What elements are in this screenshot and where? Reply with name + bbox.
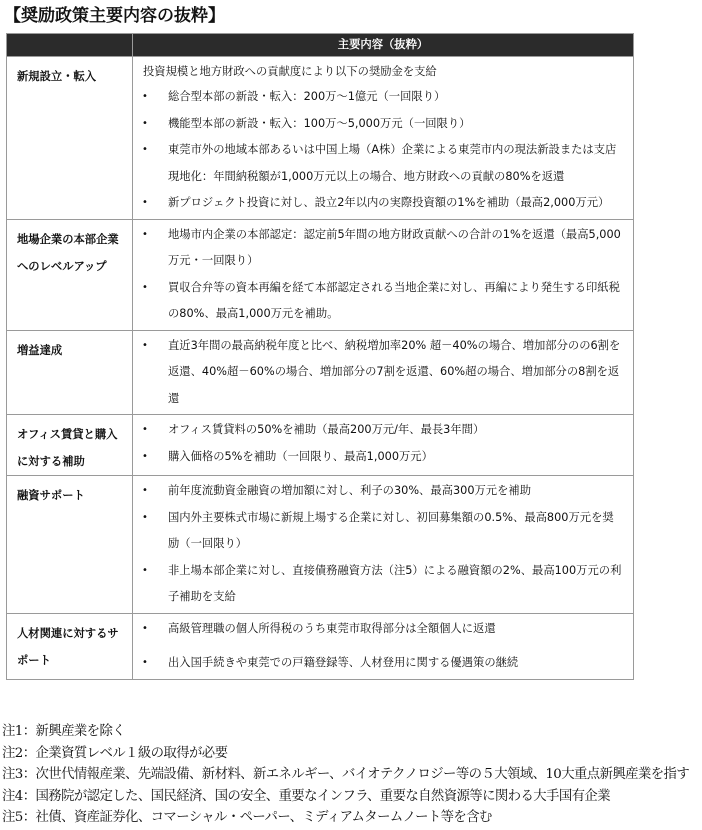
list-item-text: 東莞市外の地域本部あるいは中国上場（A株）企業による東莞市内の現法新設または支店現地化：年間納税額が1,000万元以上の場合、地方財政への貢献の80%を返還 — [168, 143, 617, 183]
list-item — [141, 444, 623, 471]
category-cell: 新規設立・転入 — [7, 57, 133, 220]
list-item-text: 国内外主要株式市場に新規上場する企業に対し、初回募集額の0.5%、最高800万元を奨励（一回限り） — [168, 510, 614, 550]
table-row — [7, 330, 634, 415]
list-item-text: 直近3年間の最高納税年度と比べ、納税増加率20% 超－40%の場合、増加部分のの6割を返還、40%超－60%の場合、増加部分の7割を返還、60%超の場合、増加部分の8割を返還 — [168, 338, 621, 405]
bullet-icon: • — [142, 197, 148, 208]
list-item-text: 前年度流動資金融資の増加額に対し、利子の30%、最高300万元を補助 — [168, 484, 531, 497]
list-item — [141, 478, 623, 505]
bullet-icon: • — [142, 281, 148, 293]
footnotes — [2, 721, 702, 829]
list-item — [141, 275, 623, 328]
bullet-icon: • — [142, 564, 148, 576]
list-item-text: 購入価格の5%を補助（一回限り、最高1,000万元） — [168, 449, 433, 463]
footnote: 注3：次世代情報産業、先端設備、新材料、新エネルギー、バイオテクノロジー等の５大領域、10大重点新興産業を指す — [2, 767, 690, 783]
page-title: 【奨励政策主要内容の抜粋】 — [4, 6, 225, 26]
bullet-icon: • — [142, 622, 148, 634]
content-cell — [133, 330, 634, 415]
list-item-text: 出入国手続きや東莞での戸籍登録等、人材登用に関する優遇策の継続 — [168, 656, 519, 669]
row-lead-text: 投資規模と地方財政への貢献度により以下の奨励金を支給 — [143, 65, 437, 78]
list-item — [141, 616, 623, 643]
list-item — [141, 84, 623, 111]
content-cell — [133, 415, 634, 476]
incentive-table — [6, 33, 634, 680]
list-item — [141, 137, 623, 190]
header-content-cell: 主要内容（抜粋） — [133, 34, 634, 57]
table-row — [7, 57, 634, 220]
list-item — [141, 417, 623, 444]
header-category-cell — [7, 34, 133, 57]
list-item-text: 新プロジェクト投資に対し、設立2年以内の実際投資額の1%を補助（最高2,000万元） — [168, 196, 610, 209]
table-header-row — [7, 34, 634, 57]
category-cell: 地場企業の本部企業へのレベルアップ — [7, 219, 133, 330]
list-item-text: 買収合弁等の資本再編を経て本部認定される当地企業に対し、再編により発生する印紙税の80%、最高1,000万元を補助。 — [168, 280, 620, 320]
bullet-icon: • — [142, 657, 148, 668]
category-cell: 融資サポート — [7, 476, 133, 614]
list-item — [141, 650, 623, 677]
list-item — [141, 190, 623, 217]
list-item-text: 地場市内企業の本部認定：認定前5年間の地方財政貢献への合計の1%を返還（最高5,000万元・一回限り） — [168, 227, 621, 267]
list-item-text: 機能型本部の新設・転入：100万～5,000万元（一回限り） — [168, 116, 471, 130]
footnote: 注5：社債、資産証券化、コマーシャル・ペーパー、ミディアムタームノート等を含む — [2, 810, 492, 826]
list-item-text: オフィス賃貸料の50%を補助（最高200万元/年、最長3年間） — [168, 423, 485, 436]
category-cell: 増益達成 — [7, 330, 133, 415]
list-item-text: 非上場本部企業に対し、直接債務融資方法（注5）による融資額の2%、最高100万元の利子補助を支給 — [168, 563, 622, 603]
content-cell — [133, 613, 634, 679]
footnote: 注1：新興産業を除く — [2, 724, 126, 739]
bullet-icon: • — [142, 144, 148, 155]
table-row — [7, 415, 634, 476]
table-row — [7, 219, 634, 330]
category-cell: オフィス賃貸と購入に対する補助 — [7, 415, 133, 476]
bullet-icon: • — [142, 117, 148, 129]
list-item — [141, 505, 623, 558]
content-cell — [133, 57, 634, 220]
bullet-icon: • — [142, 450, 148, 462]
bullet-icon: • — [142, 339, 148, 351]
footnote: 注2：企業資質レベル１級の取得が必要 — [2, 745, 228, 761]
list-item — [141, 558, 623, 611]
list-item-text: 高級管理職の個人所得税のうち東莞市取得部分は全額個人に返還 — [168, 621, 496, 635]
content-cell — [133, 476, 634, 614]
table-row — [7, 476, 634, 614]
footnote: 注4：国務院が認定した、国民経済、国の安全、重要なインフラ、重要な自然資源等に関わる大手国有企業 — [2, 788, 611, 804]
category-cell: 人材関連に対するサポート — [7, 613, 133, 679]
bullet-icon: • — [142, 91, 148, 102]
bullet-icon: • — [142, 424, 148, 435]
bullet-icon: • — [142, 228, 148, 240]
table-row — [7, 613, 634, 679]
list-item-text: 総合型本部の新設・転入：200万～1億元（一回限り） — [168, 90, 446, 103]
list-item — [141, 222, 623, 275]
list-item — [141, 333, 623, 413]
bullet-icon: • — [142, 485, 148, 496]
list-item — [141, 111, 623, 138]
bullet-icon: • — [142, 511, 148, 523]
content-cell — [133, 219, 634, 330]
